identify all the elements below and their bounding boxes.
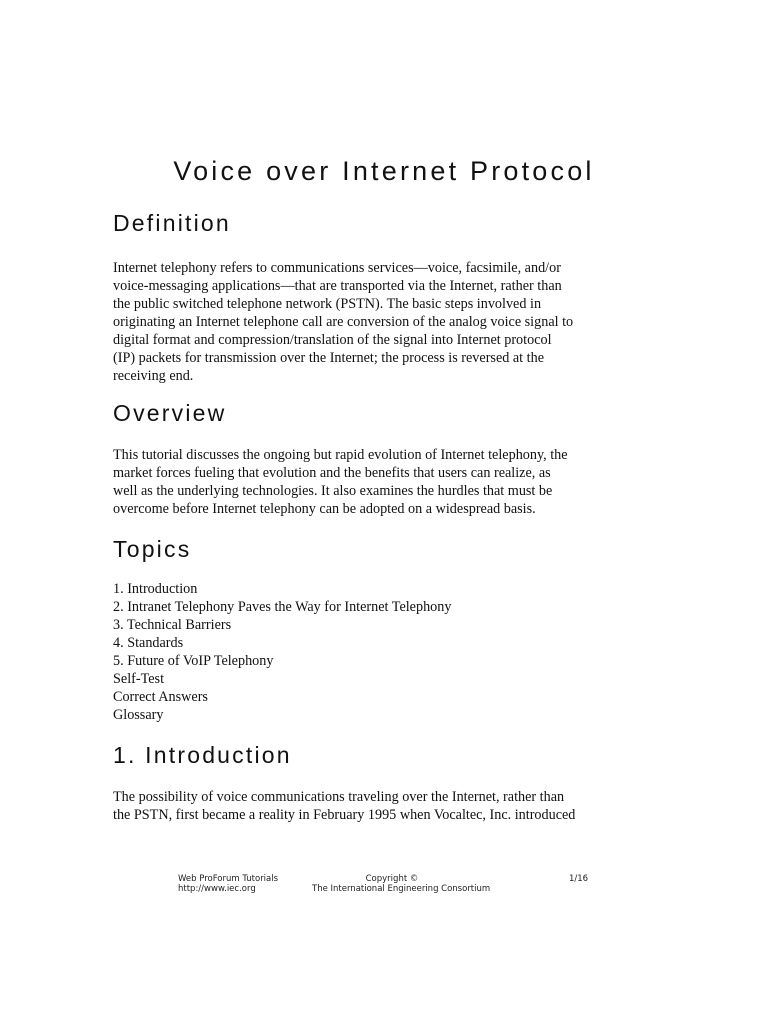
definition-line: receiving end. [113, 368, 194, 384]
definition-heading: Definition [113, 210, 231, 236]
footer-publisher: Web ProForum Tutorials [178, 874, 279, 884]
topic-item-introduction[interactable]: 1. Introduction [113, 581, 198, 597]
introduction-heading: 1. Introduction [113, 742, 292, 768]
introduction-line: the PSTN, first became a reality in February 1995 when Vocaltec, Inc. introduced [113, 807, 576, 823]
definition-line: the public switched telephone network (PSTN). The basic steps involved in [113, 296, 542, 312]
footer-url: http://www.iec.org [178, 884, 256, 894]
topic-item-self-test[interactable]: Self-Test [113, 671, 165, 687]
definition-line: (IP) packets for transmission over the Internet; the process is reversed at the [113, 350, 545, 366]
introduction-line: The possibility of voice communications traveling over the Internet, rather than [113, 789, 565, 805]
definition-line: originating an Internet telephone call are conversion of the analog voice signal to [113, 314, 574, 330]
overview-line: This tutorial discusses the ongoing but rapid evolution of Internet telephony, the [113, 447, 568, 463]
topic-item-correct-answers[interactable]: Correct Answers [113, 689, 208, 705]
topic-item-standards[interactable]: 4. Standards [113, 635, 184, 651]
definition-line: Internet telephony refers to communications services—voice, facsimile, and/or [113, 260, 561, 276]
footer-copyright [312, 874, 491, 894]
definition-line: voice-messaging applications—that are transported via the Internet, rather than [113, 278, 562, 294]
footer-copyright-label: Copyright © [365, 874, 419, 884]
introduction-paragraph [113, 788, 623, 824]
topics-heading: Topics [113, 536, 192, 562]
overview-line: overcome before Internet telephony can be adopted on a widespread basis. [113, 501, 536, 517]
topics-list [113, 580, 451, 724]
topic-item-future-voip[interactable]: 5. Future of VoIP Telephony [113, 653, 274, 669]
definition-paragraph [113, 259, 623, 385]
overview-paragraph [113, 446, 623, 518]
footer-page-number: 1/16 [569, 874, 589, 884]
overview-line: market forces fueling that evolution and the benefits that users can realize, as [113, 465, 551, 481]
topic-item-technical-barriers[interactable]: 3. Technical Barriers [113, 617, 232, 633]
footer-source [178, 874, 278, 894]
overview-line: well as the underlying technologies. It also examines the hurdles that must be [113, 483, 553, 499]
topic-item-glossary[interactable]: Glossary [113, 707, 164, 723]
footer-copyright-holder: The International Engineering Consortium [312, 884, 491, 894]
document-title: Voice over Internet Protocol [173, 156, 595, 186]
definition-line: digital format and compression/translation of the signal into Internet protocol [113, 332, 552, 348]
overview-heading: Overview [113, 400, 227, 426]
topic-item-intranet-telephony[interactable]: 2. Intranet Telephony Paves the Way for Internet Telephony [113, 599, 452, 615]
